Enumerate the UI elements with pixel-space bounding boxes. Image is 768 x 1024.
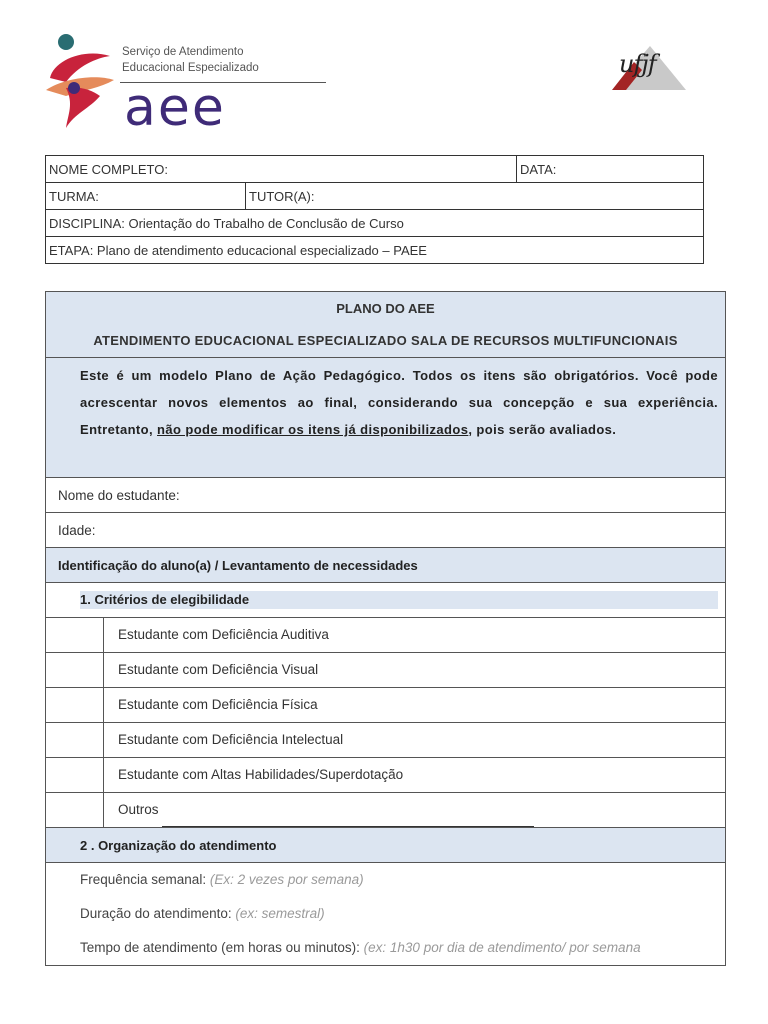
option-label: Estudante com Deficiência Visual <box>118 662 319 677</box>
disciplina-field: DISCIPLINA: Orientação do Trabalho de Conclusão de Curso <box>46 210 704 237</box>
aee-figure-icon <box>44 30 124 130</box>
ufjf-wordmark: ufjf <box>619 50 656 78</box>
option-label: Estudante com Deficiência Física <box>118 697 318 712</box>
option-label: Estudante com Altas Habilidades/Superdotação <box>118 767 404 782</box>
frequencia-field[interactable] <box>46 863 725 897</box>
criterios-heading: 1. Critérios de elegibilidade <box>80 591 718 609</box>
option-checkbox[interactable] <box>46 688 104 722</box>
frequencia-label: Frequência semanal: <box>80 872 210 887</box>
option-label: Estudante com Deficiência Intelectual <box>118 732 344 747</box>
option-checkbox[interactable] <box>46 793 104 827</box>
option-row <box>46 618 725 653</box>
turma-field[interactable]: TURMA: <box>46 183 246 210</box>
option-row <box>46 758 725 793</box>
aee-logo <box>44 30 344 138</box>
idade-field[interactable]: Idade: <box>46 513 725 548</box>
option-row <box>46 688 725 723</box>
data-field[interactable]: DATA: <box>517 156 704 183</box>
option-checkbox[interactable] <box>46 723 104 757</box>
duracao-field[interactable] <box>46 897 725 931</box>
option-row <box>46 723 725 758</box>
option-label: Estudante com Deficiência Auditiva <box>118 627 329 642</box>
option-row <box>46 653 725 688</box>
identificacao-heading: Identificação do aluno(a) / Levantamento de necessidades <box>46 548 725 583</box>
tempo-label: Tempo de atendimento (em horas ou minutos): <box>80 940 364 955</box>
nome-completo-field[interactable]: NOME COMPLETO: <box>46 156 517 183</box>
option-label-outros <box>104 793 725 827</box>
logo-subtitle-line1: Serviço de Atendimento <box>122 46 244 58</box>
duracao-label: Duração do atendimento: <box>80 906 236 921</box>
etapa-field: ETAPA: Plano de atendimento educacional especializado – PAEE <box>46 237 704 264</box>
tutor-field[interactable]: TUTOR(A): <box>246 183 704 210</box>
outros-label: Outros <box>118 802 159 817</box>
logo-subtitle-line2: Educacional Especializado <box>122 62 259 74</box>
logo-subtitle <box>122 44 259 76</box>
instructions-text: Este é um modelo Plano de Ação Pedagógico. Todos os itens são obrigatórios. Você pode acrescentar novos elementos ao final, considerando sua concepção e sua experiência. Entretanto, <box>80 368 718 437</box>
nome-estudante-field[interactable]: Nome do estudante: <box>46 478 725 513</box>
plan-title: PLANO DO AEE <box>46 292 725 326</box>
frequencia-hint: (Ex: 2 vezes por semana) <box>209 872 364 887</box>
organizacao-heading: 2 . Organização do atendimento <box>46 828 725 863</box>
plan-table <box>45 291 726 966</box>
option-checkbox[interactable] <box>46 758 104 792</box>
ufjf-logo <box>612 40 686 96</box>
plan-instructions <box>46 358 725 478</box>
duracao-hint: (ex: semestral) <box>235 906 325 921</box>
tempo-hint: (ex: 1h30 por dia de atendimento/ por semana <box>363 940 641 955</box>
option-row-outros <box>46 793 725 828</box>
option-checkbox[interactable] <box>46 653 104 687</box>
student-info-table <box>45 155 704 264</box>
plan-subtitle: ATENDIMENTO EDUCACIONAL ESPECIALIZADO SALA DE RECURSOS MULTIFUNCIONAIS <box>46 326 725 358</box>
organizacao-section <box>46 863 725 965</box>
instructions-underlined: não pode modificar os itens já disponibilizados <box>157 422 469 437</box>
option-checkbox[interactable] <box>46 618 104 652</box>
criterios-section <box>46 583 725 618</box>
tempo-field[interactable] <box>46 931 725 965</box>
outros-blank-line[interactable] <box>162 812 534 827</box>
logo-wordmark: aee <box>124 78 226 138</box>
instructions-text-end: , pois serão avaliados. <box>468 422 617 437</box>
